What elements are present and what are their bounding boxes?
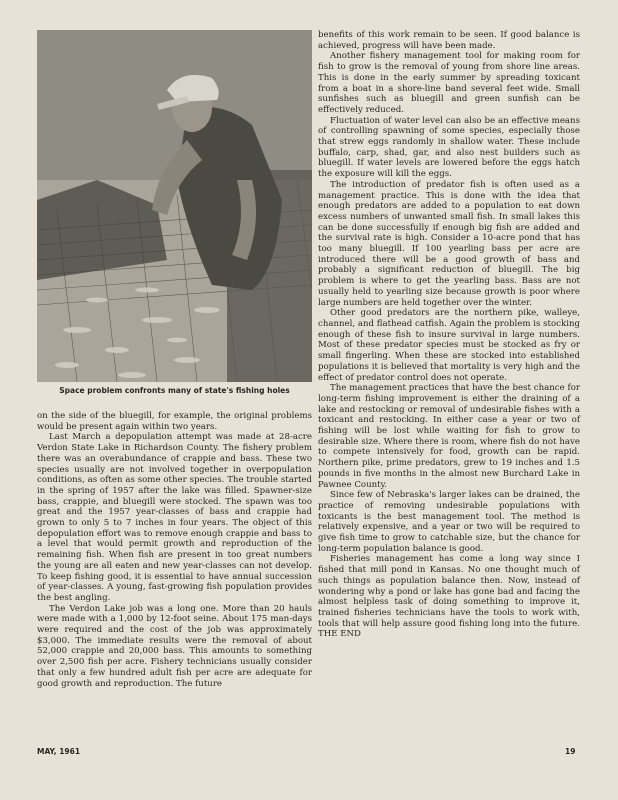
issue-date: MAY, 1961: [37, 747, 81, 756]
paragraph: The management practices that have the best chance for long-term fishing improvement is either the draining of a lake and restocking or removal of undesirable fishes with a toxicant and restocking. In either case a year or two of fishing will be lost while waiting for fish to grow to desirable size. Where there is room, where fish do not have to compete intensively for food, growth can be rapid. Northern pike, prime predators, grew to 19 inches and 1.5 pounds in five months in the almost new Burchard Lake in Pawnee County.: [318, 383, 580, 490]
right-text-column: [318, 30, 580, 640]
fisherman-photo: [37, 30, 312, 382]
paragraph: The Verdon Lake job was a long one. More than 20 hauls were made with a 1,000 by 12-foot seine. About 175 man-days were required and the cost of the job was approximately $3,000. The immediate results were the removal of about 52,000 crappie and 20,000 bass. This amounts to something over 2,500 fish per acre. Fishery technicians usually consider that only a few hundred adult fish per acre are adequate for good growth and reproduction. The future: [37, 603, 312, 689]
paragraph: Since few of Nebraska's larger lakes can be drained, the practice of removing undesirable populations with toxicants is the best management tool. The method is relatively expensive, and a year or two will be required to give fish time to grow to catchable size, but the chance for long-term population balance is good.: [318, 490, 580, 554]
paragraph: Fisheries management has come a long way since I fished that mill pond in Kansas. No one thought much of such things as population balance then. Now, instead of wondering why a pond or lake has gone bad and facing the almost helpless task of doing something to improve it, trained fisheries technicians have the tools to work with, tools that will help assure good fishing long into the future. THE END: [318, 554, 580, 640]
paragraph: Other good predators are the northern pike, walleye, channel, and flathead catfish. Again the problem is stocking enough of these fish to insure survival in large numbers. Most of these predator species must be stocked as fry or small fingerling. When these are stocked into established populations it is believed that mortality is very high and the effect of predator control does not operate.: [318, 308, 580, 383]
paragraph: Another fishery management tool for making room for fish to grow is the removal of young from shore line areas. This is done in the early summer by spreading toxicant from a boat in a shore-line band several feet wide. Small sunfishes such as bluegill and green sunfish can be effectively reduced.: [318, 51, 580, 115]
left-text-column: [37, 411, 312, 689]
paragraph: Fluctuation of water level can also be an effective means of controlling spawning of some species, especially those that strew eggs randomly in shallow water. These include buffalo, carp, shad, gar, and also nest builders such as bluegill. If water levels are lowered before the eggs hatch the exposure will kill the eggs.: [318, 115, 580, 180]
paragraph: Last March a depopulation attempt was made at 28-acre Verdon State Lake in Richardson County. The fishery problem there was an overabundance of crappie and bass. These two species usually are not involved together in overpopulation conditions, as often as some other species. The trouble started in the spring of 1957 after the lake was filled. Spawner-size bass, crappie, and bluegill were stocked. The spawn was too great and the 1957 year-classes of bass and crappie had grown to only 5 to 7 inches in four years. The object of this depopulation effort was to remove enough crappie and bass to a level that would permit growth and reproduction of the remaining fish. When fish are present in too great numbers the young are all eaten and new year-classes can not develop. To keep fishing good, it is essential to have annual succession of year-classes. A young, fast-growing fish population provides the best angling.: [37, 432, 312, 603]
paragraph: benefits of this work remain to be seen. If good balance is achieved, progress will have been made.: [318, 30, 580, 51]
paragraph: on the side of the bluegill, for example, the original problems would be present again within two years.: [37, 411, 312, 432]
page-number: 19: [565, 747, 576, 756]
paragraph: The introduction of predator fish is often used as a management practice. This is done with the idea that enough predators are added to a population to eat down excess numbers of unwanted small fish. In small lakes this can be done successfully if enough big fish are added and the survival rate is high. Consider a 10-acre pond that has too many bluegill. If 100 yearling bass per acre are introduced there will be a good growth of bass and probably a significant reduction of bluegill. The big problem is where to get the yearling bass. Bass are not usually held to yearling size because growth is poor where large numbers are held together over the winter.: [318, 179, 580, 308]
photo-caption: Space problem confronts many of state's fishing holes: [59, 386, 290, 395]
photo-fisherman-seine-icon: [37, 30, 312, 382]
